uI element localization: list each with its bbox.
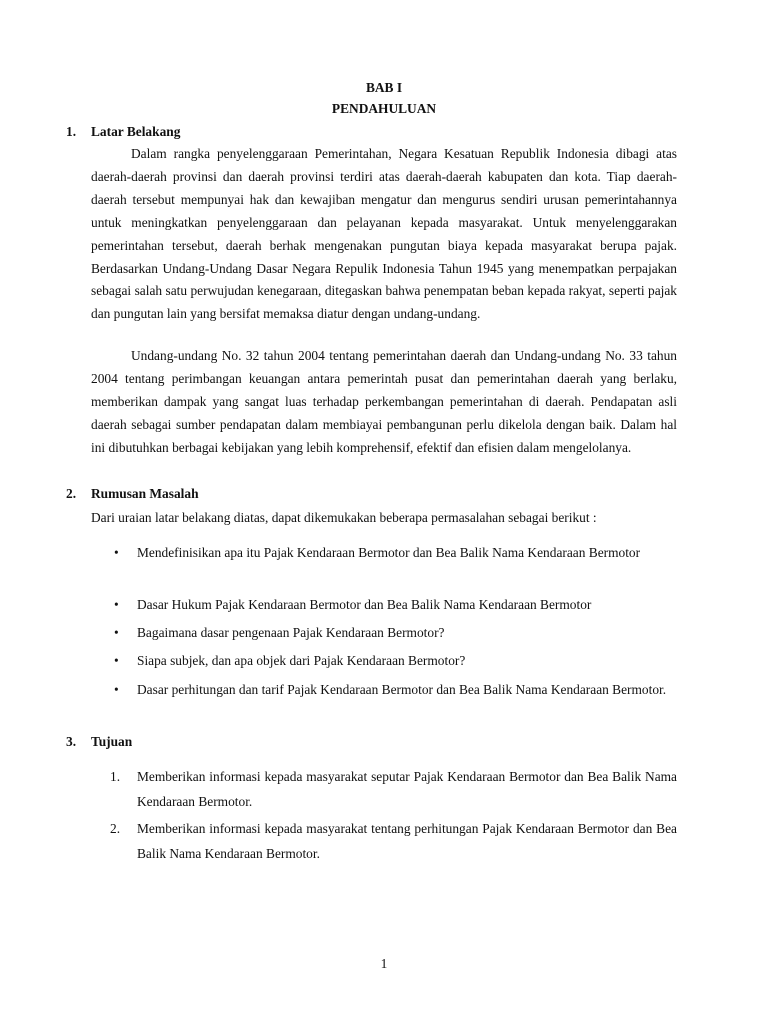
list-item <box>110 593 677 618</box>
list-item-text: Bagaimana dasar pengenaan Pajak Kendaraan Bermotor? <box>137 625 445 640</box>
list-number: 1. <box>110 769 121 784</box>
list-item-text: Siapa subjek, dan apa objek dari Pajak Kendaraan Bermotor? <box>137 653 466 668</box>
list-item-text: Dasar perhitungan dan tarif Pajak Kendaraan Bermotor dan Bea Balik Nama Kendaraan Bermotor. <box>137 682 667 697</box>
bullet-marker: • <box>114 545 119 560</box>
bullet-marker: • <box>114 682 119 697</box>
list-item-text: Memberikan informasi kepada masyarakat seputar Pajak Kendaraan Bermotor dan Bea Balik Nama Kendaraan Bermotor. <box>137 769 677 809</box>
section-title: Tujuan <box>91 734 133 749</box>
section-heading-latar-belakang <box>66 124 180 140</box>
list-item <box>110 541 677 566</box>
page-number: 1 <box>380 956 388 971</box>
list-item-text: Dasar Hukum Pajak Kendaraan Bermotor dan Bea Balik Nama Kendaraan Bermotor <box>137 597 592 612</box>
list-item <box>110 621 677 646</box>
list-item-text: Mendefinisikan apa itu Pajak Kendaraan Bermotor dan Bea Balik Nama Kendaraan Bermotor <box>137 545 641 560</box>
list-item <box>110 765 677 814</box>
rumusan-masalah-intro: Dari uraian latar belakang diatas, dapat dikemukakan beberapa permasalahan sebagai berikut : <box>91 510 597 525</box>
bullet-marker: • <box>114 625 119 640</box>
list-number: 2. <box>110 821 121 836</box>
list-item <box>110 649 677 674</box>
section-heading-rumusan-masalah <box>66 486 199 502</box>
chapter-label: BAB I <box>365 80 403 95</box>
paragraph-latar-belakang-2: Undang-undang No. 32 tahun 2004 tentang pemerintahan daerah dan Undang-undang No. 33 tahun 2004 tentang perimbangan keuangan antara pemerintah pusat dan pemerintahan daerah yang berlaku, memberikan dampak yang sangat luas terhadap perkembangan pemerintahan di daerah. Pendapatan asli daerah sebagai sumber pendapatan dalam membiayai pembangunan perlu dikelola dengan baik. Dalam hal ini dibutuhkan berbagai kebijakan yang lebih komprehensif, efektif dan efisien dalam mengelolanya. <box>91 348 677 455</box>
bullet-marker: • <box>114 653 119 668</box>
section-heading-tujuan <box>66 734 132 750</box>
section-number: 3. <box>66 734 77 749</box>
section-title: Rumusan Masalah <box>91 486 199 501</box>
bullet-marker: • <box>114 597 119 612</box>
section-number: 1. <box>66 124 77 139</box>
chapter-title: PENDAHULUAN <box>331 101 437 116</box>
section-title: Latar Belakang <box>91 124 181 139</box>
section-number: 2. <box>66 486 77 501</box>
paragraph-latar-belakang-1: Dalam rangka penyelenggaraan Pemerintahan, Negara Kesatuan Republik Indonesia dibagi atas daerah-daerah provinsi dan daerah provinsi terdiri atas daerah-daerah kabupaten dan kota. Tiap daerah-daerah tersebut mempunyai hak dan kewajiban mengatur dan mengurus sendiri urusan pemerintahannya untuk meningkatkan penyelenggaraan dan pelayanan kepada masyarakat. Untuk menyelenggarakan pemerintahan tersebut, daerah berhak mengenakan pungutan biaya kepada masyarakat berupa pajak. Berdasarkan Undang-Undang Dasar Negara Repulik Indonesia Tahun 1945 yang menempatkan perpajakan sebagai salah satu perwujudan kenegaraan, ditegaskan bahwa penempatan beban kepada rakyat, seperti pajak dan pungutan lain yang bersifat memaksa diatur dengan undang-undang. <box>91 146 677 322</box>
list-item <box>110 817 677 866</box>
list-item <box>110 678 677 703</box>
list-item-text: Memberikan informasi kepada masyarakat tentang perhitungan Pajak Kendaraan Bermotor dan Bea Balik Nama Kendaraan Bermotor. <box>137 821 677 861</box>
